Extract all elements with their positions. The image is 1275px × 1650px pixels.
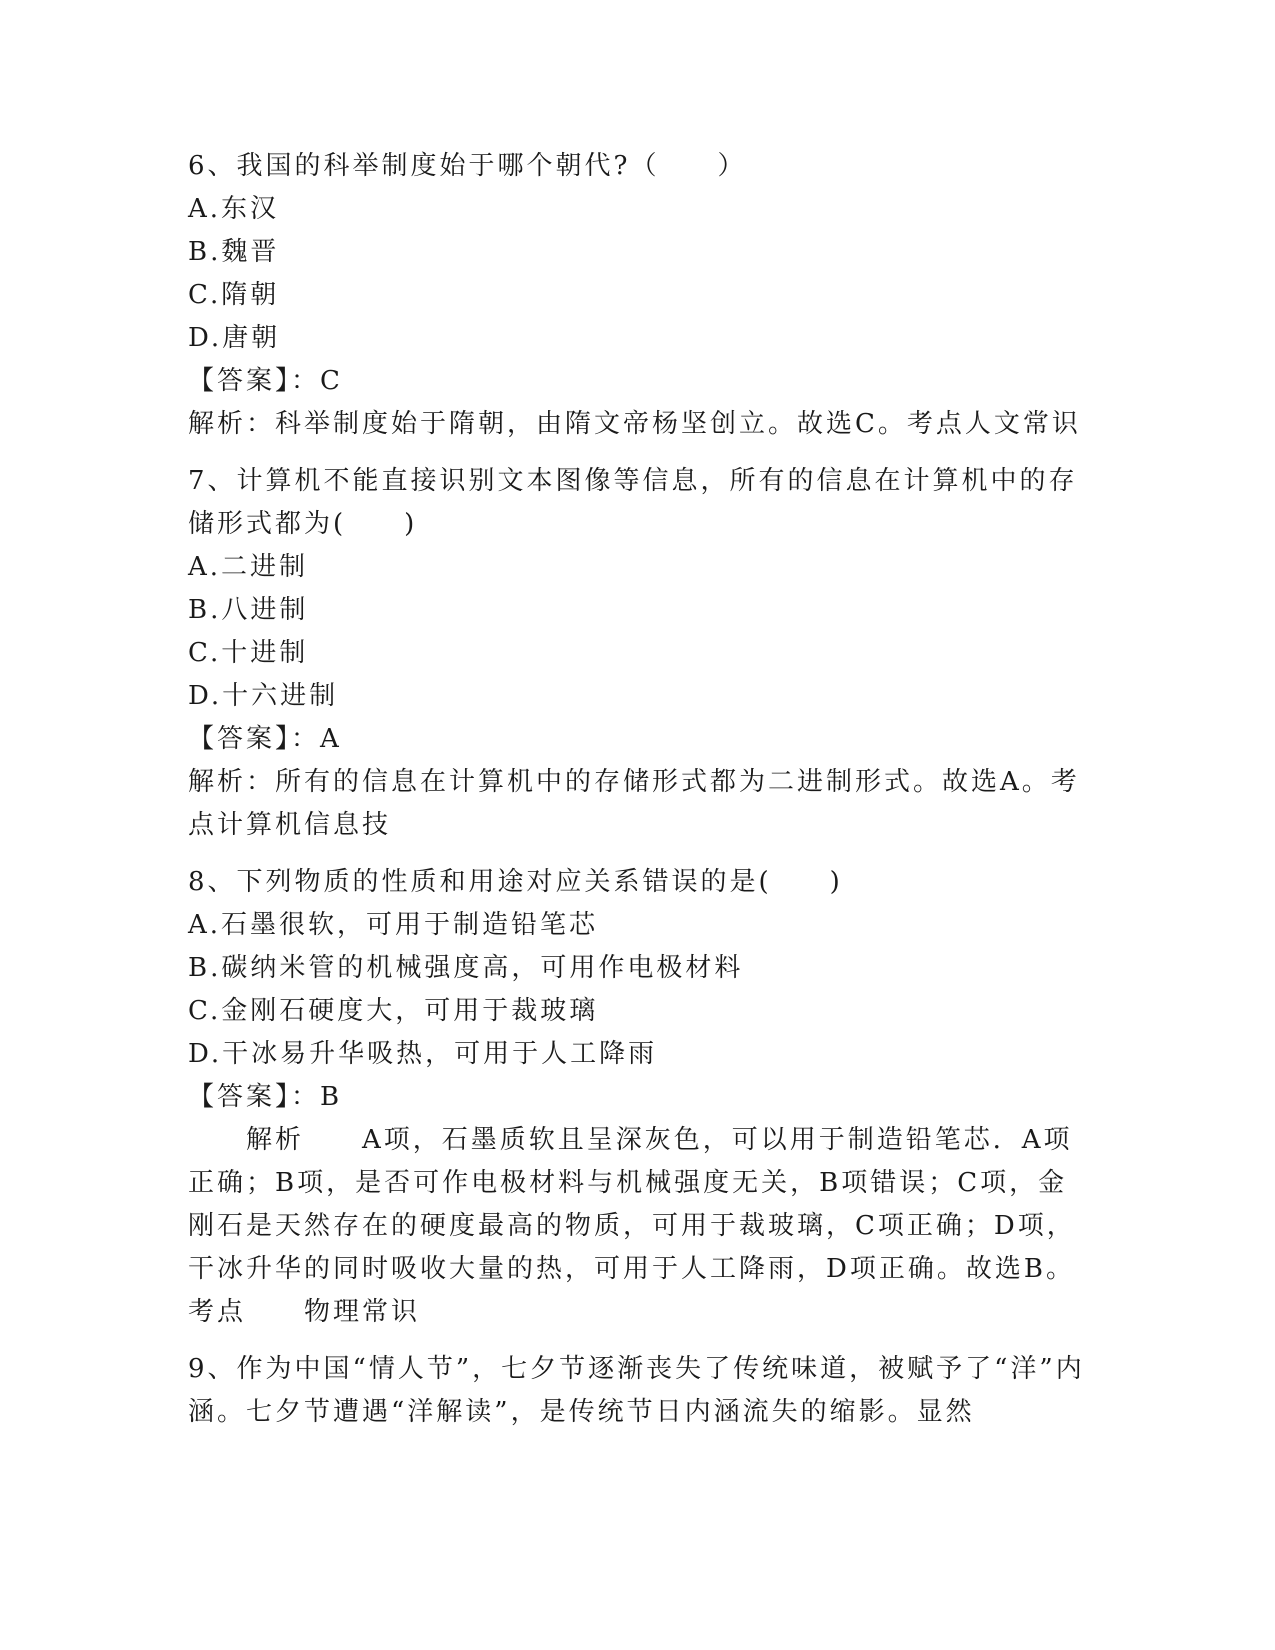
- answer-line: 【答案】：B: [188, 1082, 343, 1112]
- option-c: C.十进制: [188, 638, 309, 668]
- option-d: D.十六进制: [188, 681, 339, 711]
- option-a: A.东汉: [188, 194, 280, 224]
- option-b: B.魏晋: [188, 237, 280, 267]
- question-stem: 6、我国的科举制度始于哪个朝代?（ ）: [188, 151, 747, 181]
- answer-line: 【答案】：C: [188, 366, 343, 396]
- question-stem: 7、计算机不能直接识别文本图像等信息，所有的信息在计算机中的存储形式都为( ): [188, 466, 1078, 539]
- question-6: [188, 145, 1088, 446]
- analysis-text: 解析 A项，石墨质软且呈深灰色，可以用于制造铅笔芯．A项正确；B项，是否可作电极材料与机械强度无关，B项错误；C项，金刚石是天然存在的硬度最高的物质，可用于裁玻璃，C项正确；D项，干冰升华的同时吸收大量的热，可用于人工降雨，D项正确。故选B。考点 物理常识: [188, 1125, 1076, 1327]
- question-stem: 8、下列物质的性质和用途对应关系错误的是( ): [188, 867, 843, 897]
- answer-line: 【答案】：A: [188, 724, 342, 754]
- question-stem: 9、作为中国“情人节”，七夕节逐渐丧失了传统味道，被赋予了“洋”内涵。七夕节遭遇“洋解读”，是传统节日内涵流失的缩影。显然: [188, 1354, 1085, 1427]
- option-b: B.碳纳米管的机械强度高，可用作电极材料: [188, 953, 744, 983]
- analysis-text: 解析：科举制度始于隋朝，由隋文帝杨坚创立。故选C。考点人文常识: [188, 409, 1081, 439]
- option-c: C.金刚石硬度大，可用于裁玻璃: [188, 996, 599, 1026]
- option-a: A.二进制: [188, 552, 309, 582]
- question-9: [188, 1348, 1088, 1434]
- option-a: A.石墨很软，可用于制造铅笔芯: [188, 910, 599, 940]
- option-b: B.八进制: [188, 595, 309, 625]
- question-8: [188, 861, 1088, 1334]
- option-d: D.唐朝: [188, 323, 281, 353]
- question-7: [188, 460, 1088, 847]
- option-d: D.干冰易升华吸热，可用于人工降雨: [188, 1039, 658, 1069]
- analysis-text: 解析：所有的信息在计算机中的存储形式都为二进制形式。故选A。考点计算机信息技: [188, 767, 1080, 840]
- option-c: C.隋朝: [188, 280, 280, 310]
- question-list: [188, 145, 1088, 1434]
